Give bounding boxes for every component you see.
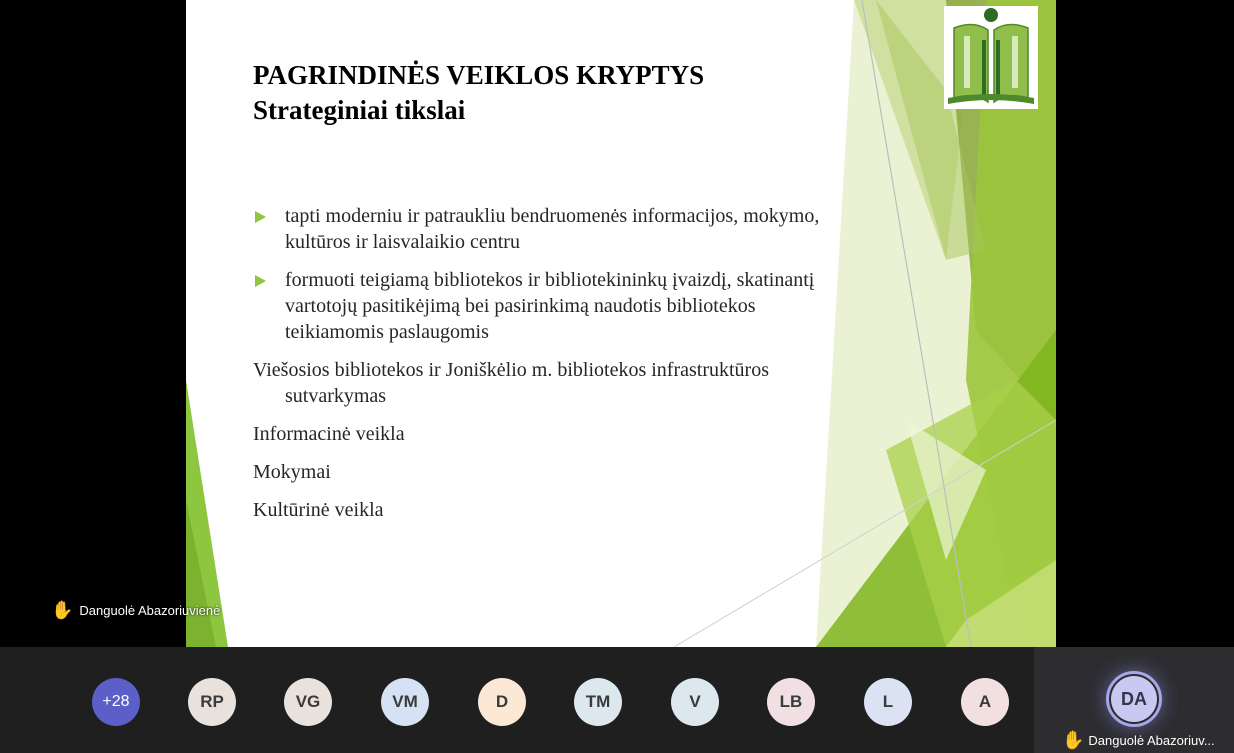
- bullet-text: tapti moderniu ir patraukliu bendruomenės informacijos, mokymo, kultūros ir laisvalaikio centru: [285, 205, 820, 253]
- participant-avatar[interactable]: A: [961, 678, 1009, 726]
- self-initials: DA: [1111, 676, 1157, 722]
- self-name-label: [1062, 731, 1215, 749]
- presenter-name-label: [51, 601, 220, 619]
- self-video-tile[interactable]: [1034, 647, 1234, 753]
- paragraph-item: Kultūrinė veikla: [253, 499, 384, 521]
- bullet-item: [253, 203, 853, 255]
- participant-avatar[interactable]: LB: [767, 678, 815, 726]
- slide-title-line1: PAGRINDINĖS VEIKLOS KRYPTYS: [253, 60, 705, 90]
- participant-avatar[interactable]: V: [671, 678, 719, 726]
- raised-hand-icon: ✋: [1062, 730, 1085, 750]
- participant-strip: [0, 647, 1234, 753]
- participant-avatar[interactable]: L: [864, 678, 912, 726]
- bullet-triangle-icon: [255, 211, 266, 223]
- bullet-triangle-icon: [255, 275, 266, 287]
- raised-hand-icon: ✋: [51, 600, 74, 620]
- presenter-name: Danguolė Abazoriuvienė: [79, 602, 221, 618]
- more-participants-button[interactable]: +28: [92, 678, 140, 726]
- bullet-text: formuoti teigiamą bibliotekos ir bibliotekininkų įvaizdį, skatinantį vartotojų pasitikėjimą bei pasirinkimą naudotis bibliotekos teikiamomis paslaugomis: [285, 269, 815, 343]
- presentation-slide: [186, 0, 1056, 647]
- participant-avatar[interactable]: D: [478, 678, 526, 726]
- paragraph-item: Viešosios bibliotekos ir Joniškėlio m. bibliotekos infrastruktūros sutvarkymas: [253, 359, 769, 407]
- slide-title-line2: Strateginiai tikslai: [253, 95, 466, 125]
- library-logo: [944, 6, 1038, 109]
- participant-avatar[interactable]: RP: [188, 678, 236, 726]
- slide-title: [253, 58, 704, 128]
- bullet-item: [253, 267, 853, 345]
- paragraph-item: Mokymai: [253, 461, 331, 483]
- paragraph-item: Informacinė veikla: [253, 423, 405, 445]
- participant-avatar[interactable]: VM: [381, 678, 429, 726]
- self-avatar: [1106, 671, 1162, 727]
- slide-body: [253, 203, 853, 535]
- participant-avatar[interactable]: TM: [574, 678, 622, 726]
- self-name: Danguolė Abazoriuv...: [1088, 732, 1215, 748]
- book-logo-icon: [944, 6, 1038, 109]
- participant-avatar[interactable]: VG: [284, 678, 332, 726]
